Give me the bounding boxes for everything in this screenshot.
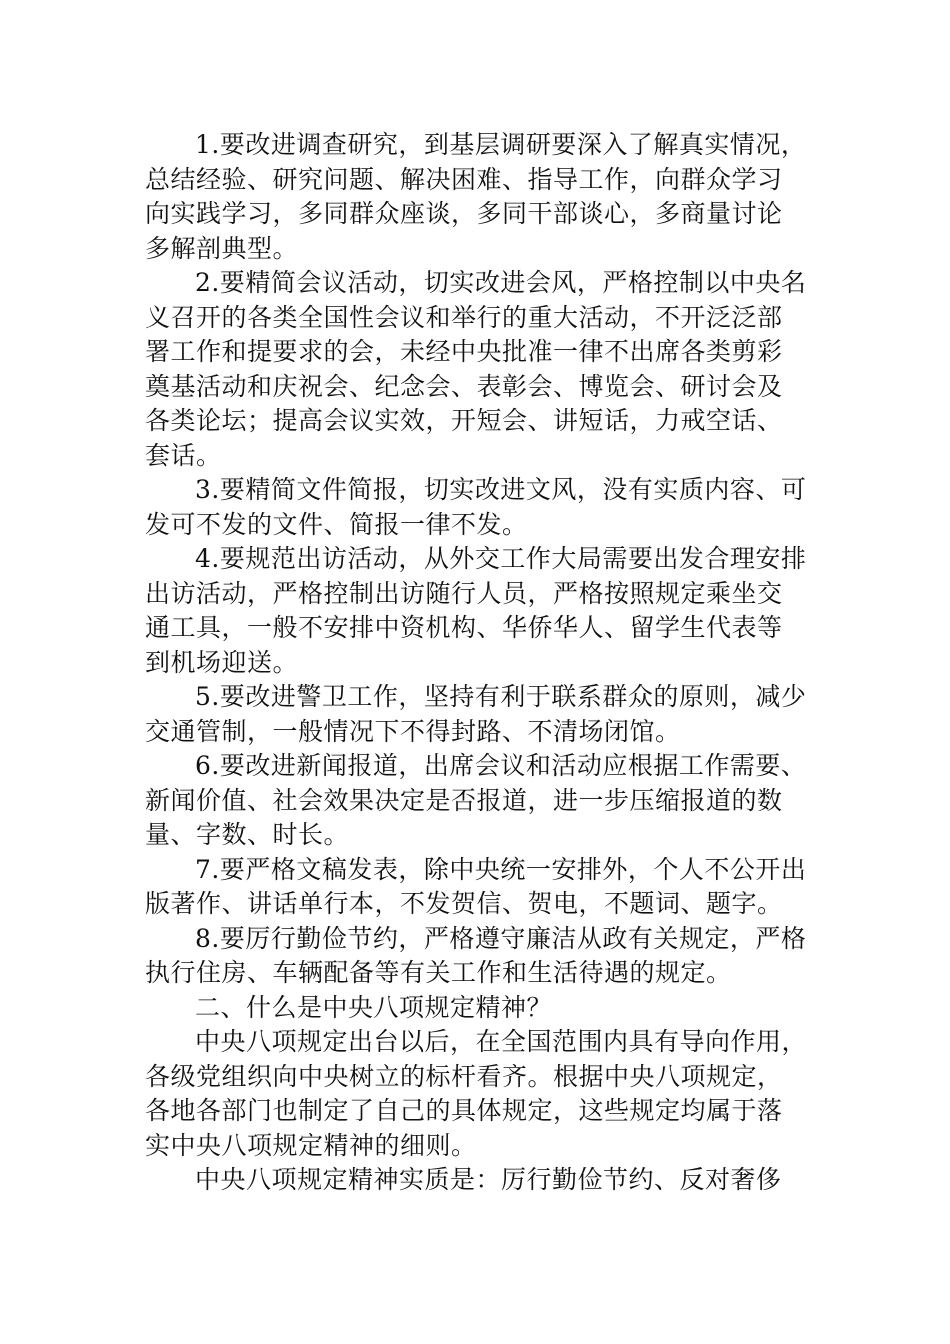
paragraph-item-5: 5.要改进警卫工作，坚持有利于联系群众的原则，减少 交通管制，一般情况下不得封路、不清场闭馆。: [145, 682, 807, 746]
paragraph-item-8: 8.要厉行勤俭节约，严格遵守廉洁从政有关规定，严格 执行住房、车辆配备等有关工作和生活待遇的规定。: [145, 923, 807, 987]
paragraph-item-4: 4.要规范出访活动，从外交工作大局需要出发合理安排 出访活动，严格控制出访随行人员，严格按照规定乘坐交 通工具，一般不安排中资机构、华侨华人、留学生代表等 到机场迎送。: [145, 544, 807, 677]
document-body: [145, 128, 810, 1198]
paragraph-item-3: 3.要精简文件简报，切实改进文风，没有实质内容、可 发可不发的文件、简报一律不发。: [145, 475, 807, 539]
paragraph-item-2: 2.要精简会议活动，切实改进会风，严格控制以中央名 义召开的各类全国性会议和举行的重大活动，不开泛泛部 署工作和提要求的会，未经中央批准一律不出席各类剪彩 奠基活动和庆祝会、纪念会、表彰会、博览会、研讨会及 各类论坛；提高会议实效，开短会、讲短话，力戒空话、 套话。: [145, 268, 807, 470]
paragraph-body-2: 中央八项规定精神实质是：厉行勤俭节约、反对奢侈: [195, 1165, 782, 1194]
paragraph-body-1: 中央八项规定出台以后，在全国范围内具有导向作用， 各级党组织向中央树立的标杆看齐。根据中央八项规定， 各地各部门也制定了自己的具体规定，这些规定均属于落 实中央八项规定精神的细则。: [145, 1027, 808, 1160]
paragraph-item-1: 1.要改进调查研究，到基层调研要深入了解真实情况， 总结经验、研究问题、解决困难、指导工作，向群众学习 向实践学习，多同群众座谈，多同干部谈心，多商量讨论 多解剖典型。: [145, 130, 807, 263]
paragraph-item-7: 7.要严格文稿发表，除中央统一安排外，个人不公开出 版著作、讲话单行本，不发贺信、贺电，不题词、题字。: [145, 854, 807, 918]
section-heading: 二、什么是中央八项规定精神？: [195, 992, 553, 1022]
paragraph-item-6: 6.要改进新闻报道，出席会议和活动应根据工作需要、 新闻价值、社会效果决定是否报道，进一步压缩报道的数 量、字数、时长。: [145, 751, 807, 849]
